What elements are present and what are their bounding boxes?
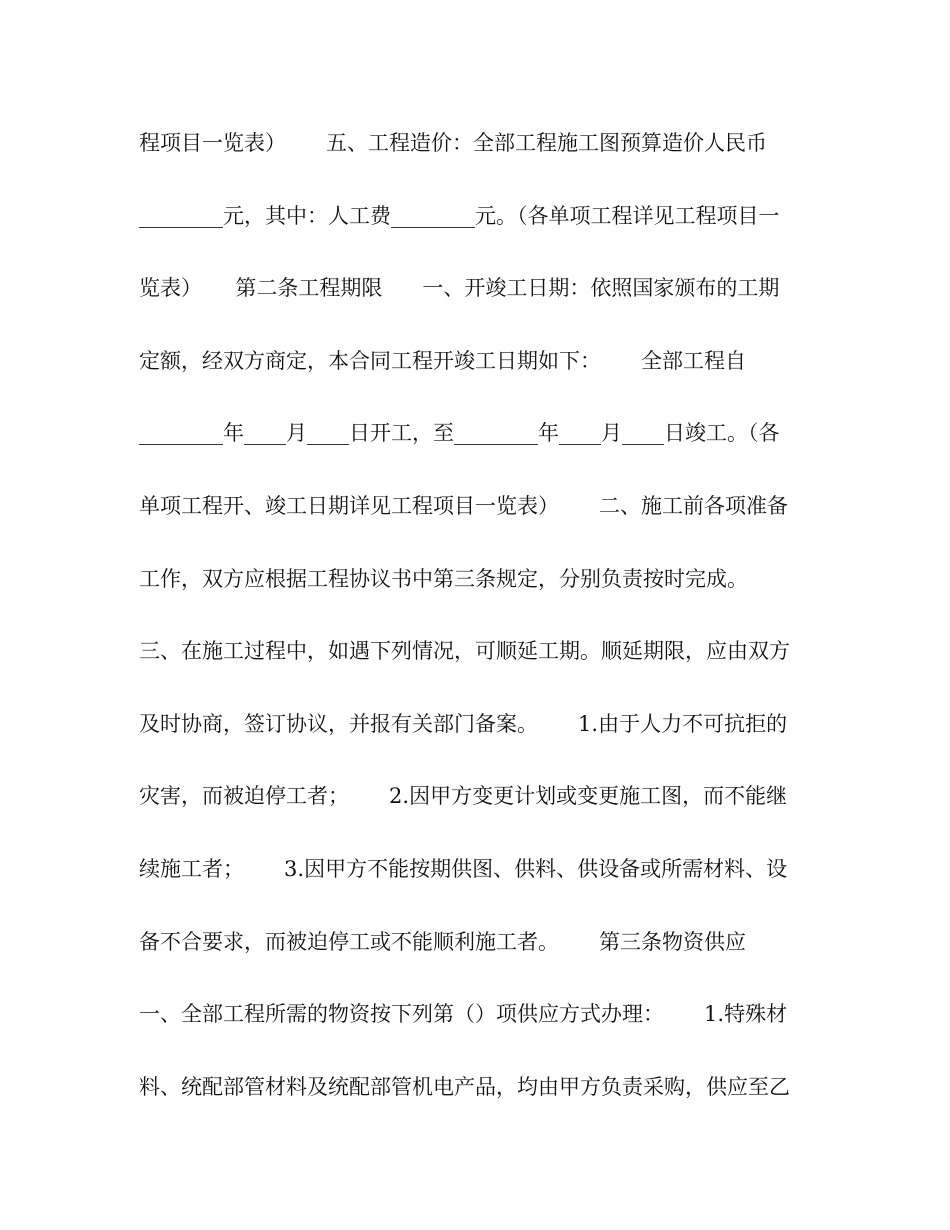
text-line-10: 灾害，而被迫停工者； 2.因甲方变更计划或变更施工图，而不能继 [139,784,788,809]
text-line-8: 三、在施工过程中，如遇下列情况，可顺延工期。顺延期限，应由双方 [139,639,790,664]
text-line-11: 续施工者； 3.因甲方不能按期供图、供料、供设备或所需材料、设 [139,856,788,881]
text-line-3: 览表） 第二条工程期限 一、开竣工日期：依照国家颁布的工期 [139,276,780,301]
text-line-1: 程项目一览表） 五、工程造价：全部工程施工图预算造价人民币 [139,131,768,155]
text-line-6: 单项工程开、竣工日期详见工程项目一览表） 二、施工前各项准备 [139,493,789,518]
text-line-4: 定额，经双方商定，本合同工程开竣工日期如下： 全部工程自 [139,348,747,373]
text-line-5: ________年____月____日开工，至________年____月____日竣工。（各 [139,421,780,446]
text-line-13: 一、全部工程所需的物资按下列第（）项供应方式办理： 1.特殊材 [139,1002,788,1027]
text-line-12: 备不合要求，而被迫停工或不能顺利施工者。 第三条物资供应 [139,929,747,954]
document-body [139,124,819,1140]
text-line-2: ________元，其中：人工费________元。（各单项工程详见工程项目一 [139,203,780,228]
text-line-14: 料、统配部管材料及统配部管机电产品，均由甲方负责采购，供应至乙 [139,1074,790,1099]
text-line-7: 工作，双方应根据工程协议书中第三条规定，分别负责按时完成。 [139,566,748,591]
text-line-9: 及时协商，签订协议，并报有关部门备案。 1.由于人力不可抗拒的 [139,711,788,736]
